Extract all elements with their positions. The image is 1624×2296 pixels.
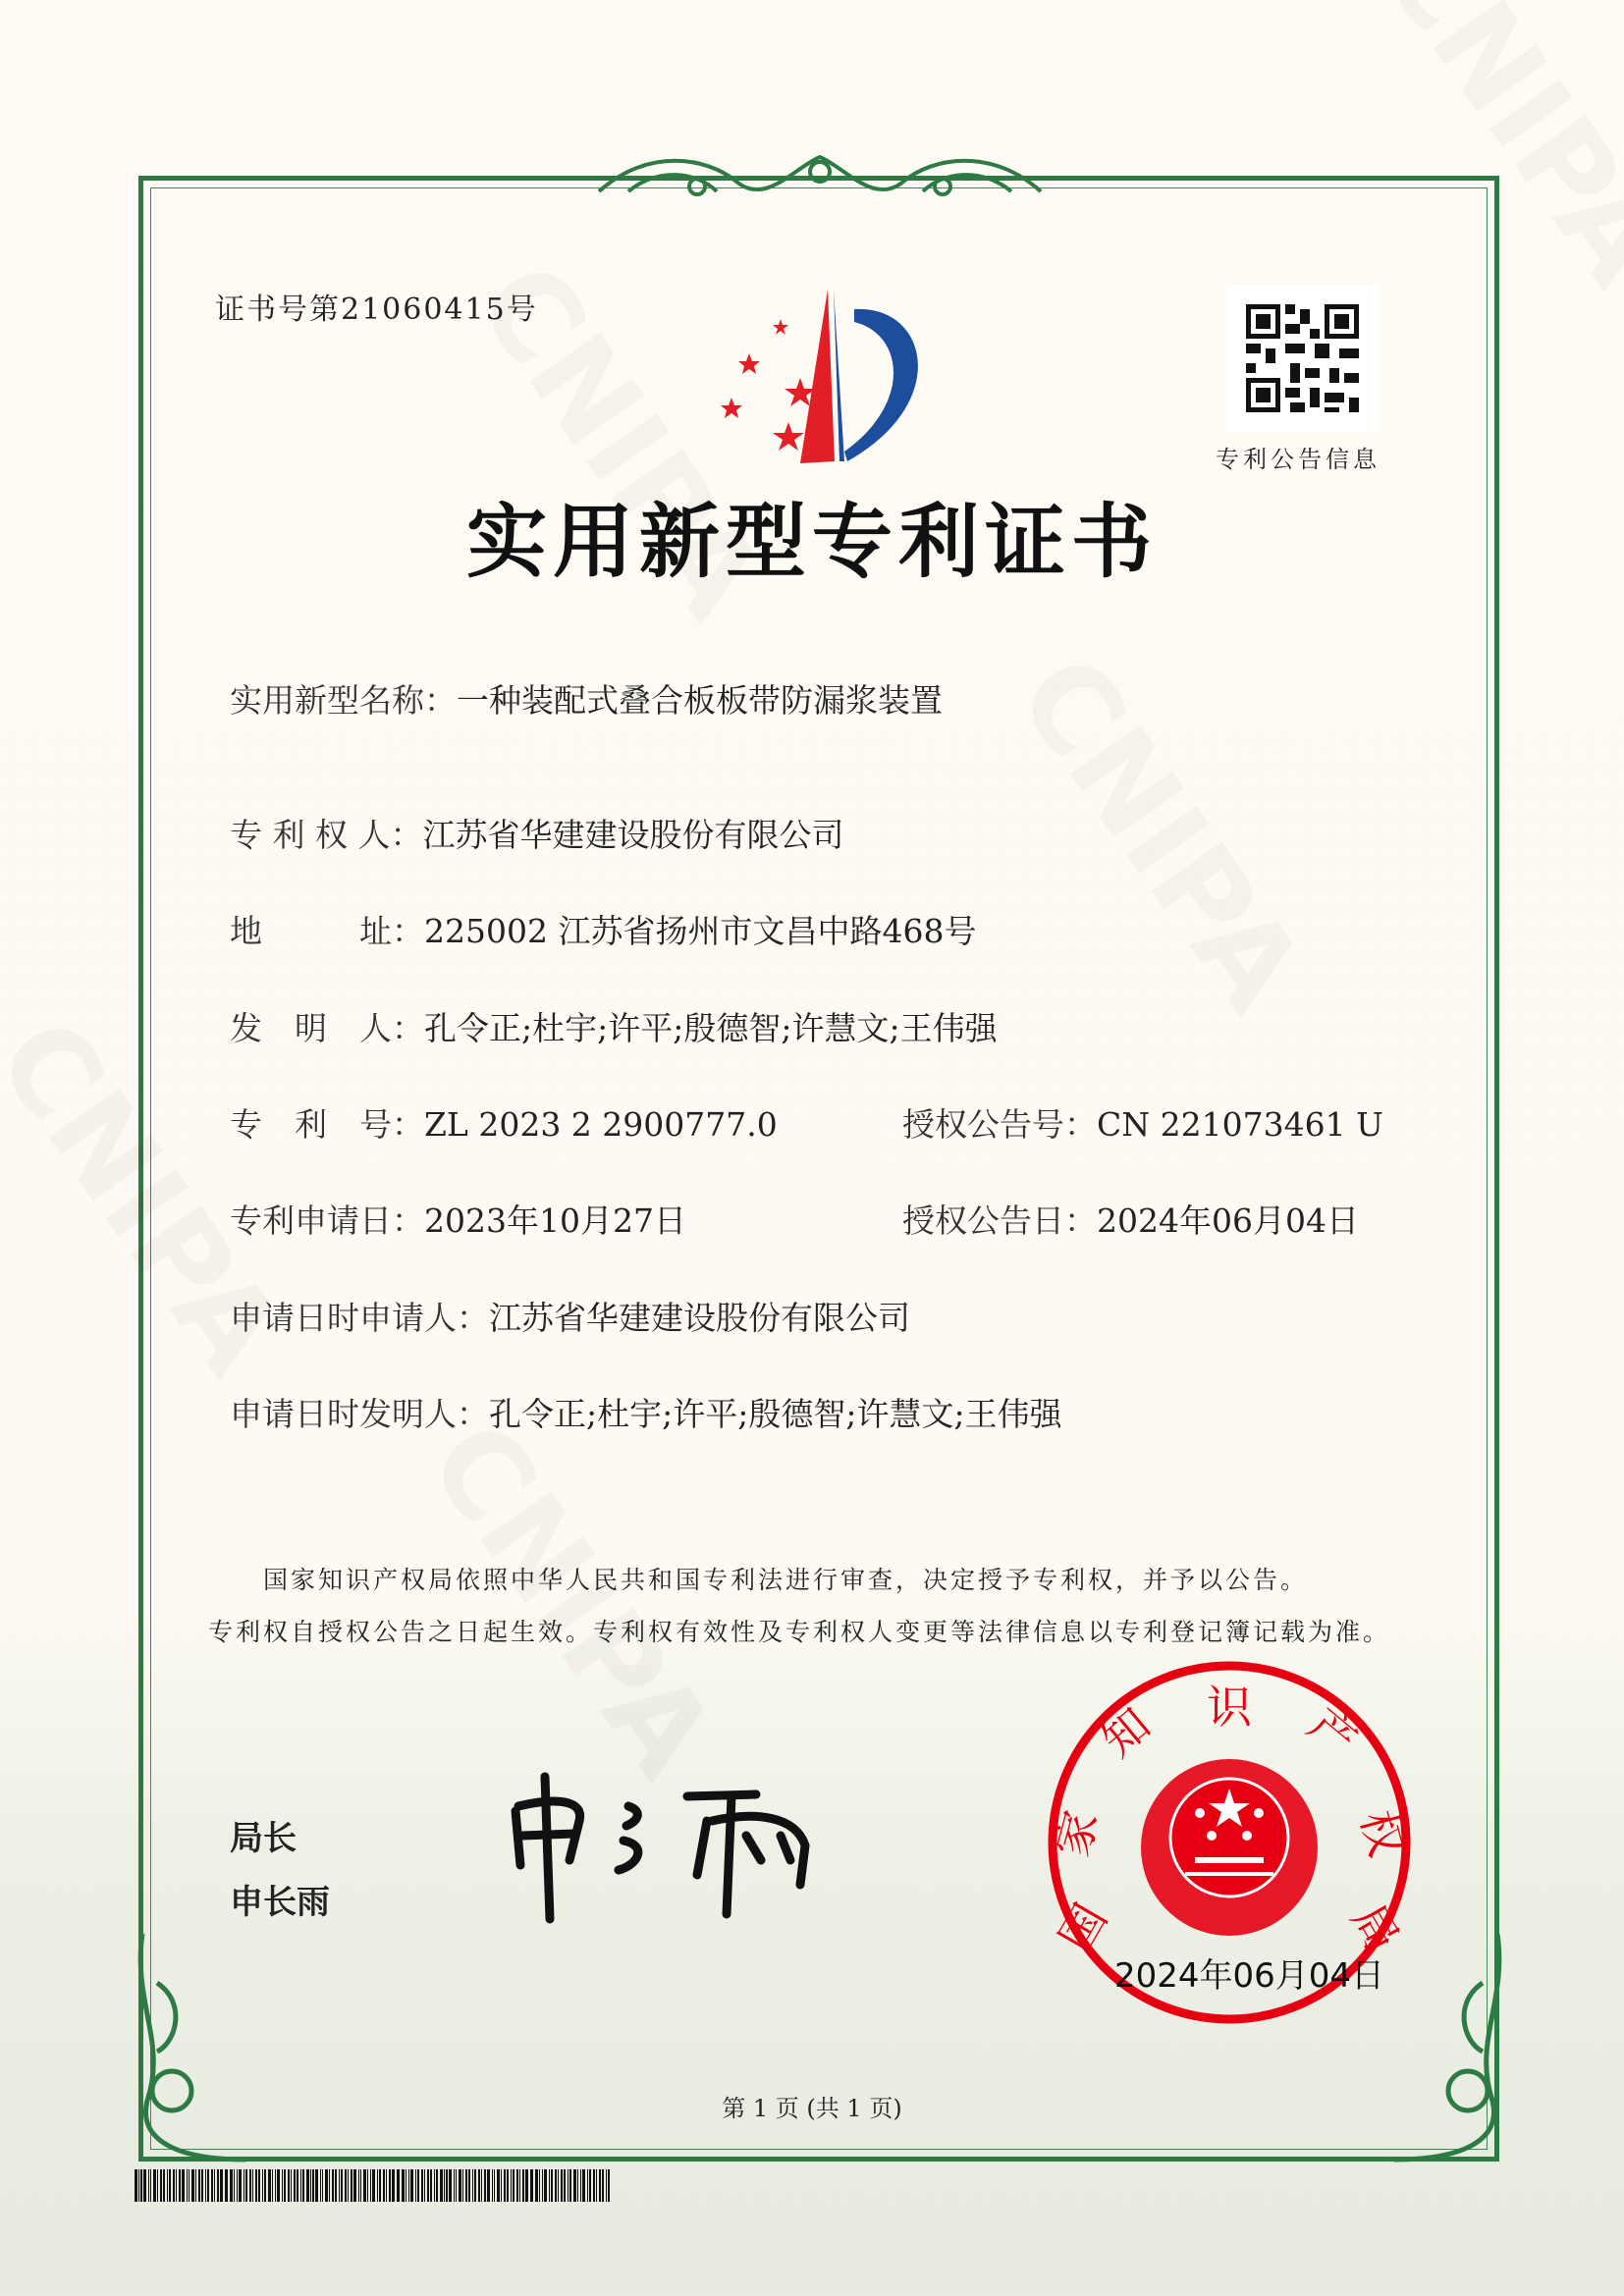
barcode-bar (444, 2169, 445, 2202)
barcode-bar (312, 2169, 314, 2202)
barcode-bar (167, 2169, 168, 2202)
barcode-bar (569, 2169, 571, 2202)
director-name: 申长雨 (230, 1883, 330, 1922)
barcode-bar (258, 2169, 261, 2202)
barcode-bar (150, 2169, 152, 2202)
barcode-bar (320, 2169, 321, 2202)
field-label: 实用新型名称： (230, 681, 457, 720)
barcode-bar (176, 2169, 177, 2202)
seal-char: 权 (1350, 1804, 1414, 1863)
barcode-bar (398, 2169, 400, 2202)
barcode-bar (262, 2169, 263, 2202)
barcode-bar (135, 2169, 137, 2202)
field-value: 2023年10月27日 (424, 1201, 686, 1240)
seal-char: 国 (1049, 1895, 1118, 1961)
barcode-bar (573, 2169, 576, 2202)
barcode-bar (402, 2169, 405, 2202)
barcode-bar (189, 2169, 190, 2202)
field-label: 授权公告日： (902, 1201, 1097, 1240)
barcode-bar (561, 2169, 563, 2202)
field-value: 一种装配式叠合板板带防漏浆装置 (457, 681, 943, 720)
barcode-bar (511, 2169, 512, 2202)
barcode-bar (484, 2169, 486, 2202)
barcode-bar (589, 2169, 591, 2202)
barcode-bar (472, 2169, 473, 2202)
field-label: 专 利 权 人： (230, 816, 423, 854)
barcode-bar (353, 2169, 356, 2202)
barcode-bar (497, 2169, 500, 2202)
barcode-bar (288, 2169, 291, 2202)
barcode-bar (345, 2169, 348, 2202)
qr-code-icon (1226, 285, 1379, 432)
seal-char: 识 (1207, 1681, 1252, 1734)
field-grant-publication-number (902, 1099, 1383, 1146)
field-utility-model-name (230, 675, 943, 721)
barcode-bar (542, 2169, 544, 2202)
barcode-bar (504, 2169, 506, 2202)
barcode-bar (277, 2169, 280, 2202)
barcode-bar (564, 2169, 567, 2202)
barcode-bar (225, 2169, 226, 2202)
barcode-bar (249, 2169, 252, 2202)
barcode-bar (138, 2169, 139, 2202)
barcode-bar (397, 2169, 398, 2202)
field-label: 申请日时申请人： (230, 1299, 489, 1337)
barcode-bar (291, 2169, 292, 2202)
barcode-bar (160, 2169, 162, 2202)
barcode-bar (187, 2169, 188, 2202)
field-value: 江苏省华建建设股份有限公司 (489, 1299, 910, 1337)
field-applicant-at-filing (230, 1293, 910, 1339)
barcode-bar (383, 2169, 386, 2202)
barcode-bar (370, 2169, 372, 2202)
barcode-bar (237, 2169, 239, 2202)
barcode-bar (358, 2169, 359, 2202)
statement-line: 国家知识产权局依照中华人民共和国专利法进行审查，决定授予专利权，并予以公告。 (263, 1566, 1309, 1594)
field-value: 225002 江苏省扬州市文昌中路468号 (424, 912, 977, 950)
barcode-bar (217, 2169, 219, 2202)
qr-code[interactable] (1226, 285, 1379, 432)
field-value: ZL 2023 2 2900777.0 (424, 1105, 778, 1144)
barcode-bar (544, 2169, 547, 2202)
barcode-bar (372, 2169, 375, 2202)
barcode-bar (207, 2169, 209, 2202)
barcode-bar (214, 2169, 215, 2202)
barcode (135, 2169, 612, 2202)
barcode-bar (492, 2169, 493, 2202)
barcode-bar (596, 2169, 597, 2202)
cnipa-logo (702, 285, 943, 466)
barcode-bar (415, 2169, 416, 2202)
barcode-bar (454, 2169, 455, 2202)
seal-char: 家 (1045, 1804, 1109, 1863)
barcode-bar (234, 2169, 235, 2202)
barcode-bar (245, 2169, 247, 2202)
barcode-bar (282, 2169, 283, 2202)
barcode-bar (173, 2169, 176, 2202)
seal-char: 产 (1298, 1697, 1368, 1768)
barcode-bar (535, 2169, 538, 2202)
barcode-bar (436, 2169, 438, 2202)
barcode-bar (143, 2169, 146, 2202)
barcode-bar (300, 2169, 301, 2202)
barcode-bar (348, 2169, 349, 2202)
field-address (230, 906, 976, 952)
field-label: 申请日时发明人： (230, 1395, 489, 1433)
barcode-bar (379, 2169, 381, 2202)
barcode-bar (351, 2169, 352, 2202)
barcode-bar (593, 2169, 596, 2202)
field-value: 孔令正;杜宇;许平;殷德智;许慧文;王伟强 (489, 1395, 1062, 1433)
field-label: 专利申请日： (230, 1201, 424, 1240)
barcode-bar (329, 2169, 330, 2202)
field-value: CN 221073461 U (1097, 1105, 1383, 1144)
barcode-bar (555, 2169, 558, 2202)
barcode-bar (430, 2169, 433, 2202)
barcode-bar (264, 2169, 266, 2202)
barcode-bar (332, 2169, 334, 2202)
field-value: 江苏省华建建设股份有限公司 (422, 816, 844, 854)
barcode-bar (268, 2169, 271, 2202)
barcode-bar (468, 2169, 471, 2202)
barcode-bar (427, 2169, 429, 2202)
barcode-bar (551, 2169, 553, 2202)
barcode-bar (446, 2169, 448, 2202)
barcode-bar (275, 2169, 277, 2202)
barcode-bar (306, 2169, 309, 2202)
barcode-bar (494, 2169, 496, 2202)
barcode-bar (531, 2169, 533, 2202)
barcode-bar (417, 2169, 419, 2202)
barcode-bar (421, 2169, 424, 2202)
seal-date: 2024年06月04日 (1114, 1956, 1385, 1996)
barcode-bar (606, 2169, 607, 2202)
barcode-bar (377, 2169, 378, 2202)
barcode-bar (201, 2169, 204, 2202)
barcode-bar (272, 2169, 273, 2202)
barcode-bar (389, 2169, 391, 2202)
barcode-bar (226, 2169, 228, 2202)
field-label: 发 明 人： (230, 1009, 424, 1047)
barcode-bar (325, 2169, 328, 2202)
barcode-bar (449, 2169, 452, 2202)
field-inventors-at-filing (230, 1389, 1062, 1435)
barcode-bar (315, 2169, 318, 2202)
field-label: 授权公告号： (902, 1105, 1097, 1144)
barcode-bar (339, 2169, 340, 2202)
barcode-bar (516, 2169, 519, 2202)
barcode-bar (549, 2169, 550, 2202)
barcode-bar (386, 2169, 387, 2202)
field-filing-date (230, 1196, 686, 1242)
certificate-title: 实用新型专利证书 (465, 496, 1158, 589)
barcode-bar (474, 2169, 476, 2202)
director-signature (501, 1767, 839, 1924)
barcode-bar (148, 2169, 149, 2202)
barcode-bar (252, 2169, 253, 2202)
barcode-bar (341, 2169, 343, 2202)
seal-char: 知 (1091, 1697, 1161, 1768)
barcode-bar (456, 2169, 458, 2202)
barcode-bar (322, 2169, 324, 2202)
barcode-bar (507, 2169, 510, 2202)
seal-char: 局 (1340, 1895, 1410, 1961)
barcode-bar (211, 2169, 214, 2202)
barcode-bar (440, 2169, 443, 2202)
barcode-bar (205, 2169, 206, 2202)
barcode-bar (465, 2169, 467, 2202)
barcode-bar (487, 2169, 490, 2202)
barcode-bar (580, 2169, 582, 2202)
barcode-bar (153, 2169, 156, 2202)
barcode-bar (410, 2169, 413, 2202)
field-value: 孔令正;杜宇;许平;殷德智;许慧文;王伟强 (424, 1009, 998, 1047)
corner-ornament-left (128, 1924, 265, 2179)
barcode-bar (230, 2169, 233, 2202)
barcode-bar (335, 2169, 338, 2202)
barcode-bar (522, 2169, 524, 2202)
field-patentee (230, 810, 843, 856)
barcode-bar (182, 2169, 185, 2202)
barcode-bar (169, 2169, 171, 2202)
barcode-bar (239, 2169, 242, 2202)
barcode-bar (424, 2169, 425, 2202)
barcode-bar (179, 2169, 181, 2202)
barcode-bar (284, 2169, 286, 2202)
barcode-bar (163, 2169, 166, 2202)
barcode-bar (462, 2169, 463, 2202)
barcode-bar (577, 2169, 578, 2202)
barcode-bar (587, 2169, 588, 2202)
barcode-bar (220, 2169, 223, 2202)
page-number: 第 1 页 (共 1 页) (722, 2095, 902, 2122)
barcode-bar (558, 2169, 559, 2202)
barcode-bar (602, 2169, 605, 2202)
barcode-bar (157, 2169, 158, 2202)
field-value: 2024年06月04日 (1097, 1201, 1359, 1240)
statement-line: 专利权自授权公告之日起生效。专利权有效性及专利权人变更等法律信息以专利登记簿记载为准。 (208, 1618, 1391, 1646)
barcode-bar (191, 2169, 194, 2202)
barcode-bar (367, 2169, 368, 2202)
field-grant-publication-date (902, 1196, 1359, 1242)
barcode-bar (302, 2169, 304, 2202)
field-patent-number (230, 1099, 778, 1146)
certificate-number: 证书号第21060415号 (215, 293, 538, 327)
qr-label: 专利公告信息 (1216, 446, 1380, 473)
barcode-bar (608, 2169, 610, 2202)
barcode-bar (198, 2169, 200, 2202)
field-label: 专 利 号： (230, 1105, 424, 1144)
barcode-bar (310, 2169, 311, 2202)
barcode-bar (408, 2169, 410, 2202)
barcode-bar (501, 2169, 502, 2202)
field-label: 地 址： (230, 912, 424, 950)
top-ornament (589, 137, 1051, 216)
barcode-bar (255, 2169, 257, 2202)
barcode-bar (195, 2169, 196, 2202)
barcode-bar (481, 2169, 482, 2202)
barcode-bar (539, 2169, 540, 2202)
barcode-bar (360, 2169, 362, 2202)
field-inventors (230, 1003, 998, 1049)
barcode-bar (599, 2169, 601, 2202)
corner-ornament-right (1375, 1924, 1512, 2179)
barcode-bar (434, 2169, 435, 2202)
director-title: 局长 (230, 1819, 297, 1858)
barcode-bar (513, 2169, 514, 2202)
barcode-bar (140, 2169, 142, 2202)
barcode-bar (294, 2169, 296, 2202)
barcode-bar (525, 2169, 528, 2202)
barcode-bar (392, 2169, 395, 2202)
barcode-bar (297, 2169, 299, 2202)
barcode-bar (530, 2169, 531, 2202)
barcode-bar (582, 2169, 585, 2202)
barcode-bar (459, 2169, 461, 2202)
barcode-bar (519, 2169, 520, 2202)
barcode-bar (478, 2169, 481, 2202)
barcode-bar (363, 2169, 366, 2202)
